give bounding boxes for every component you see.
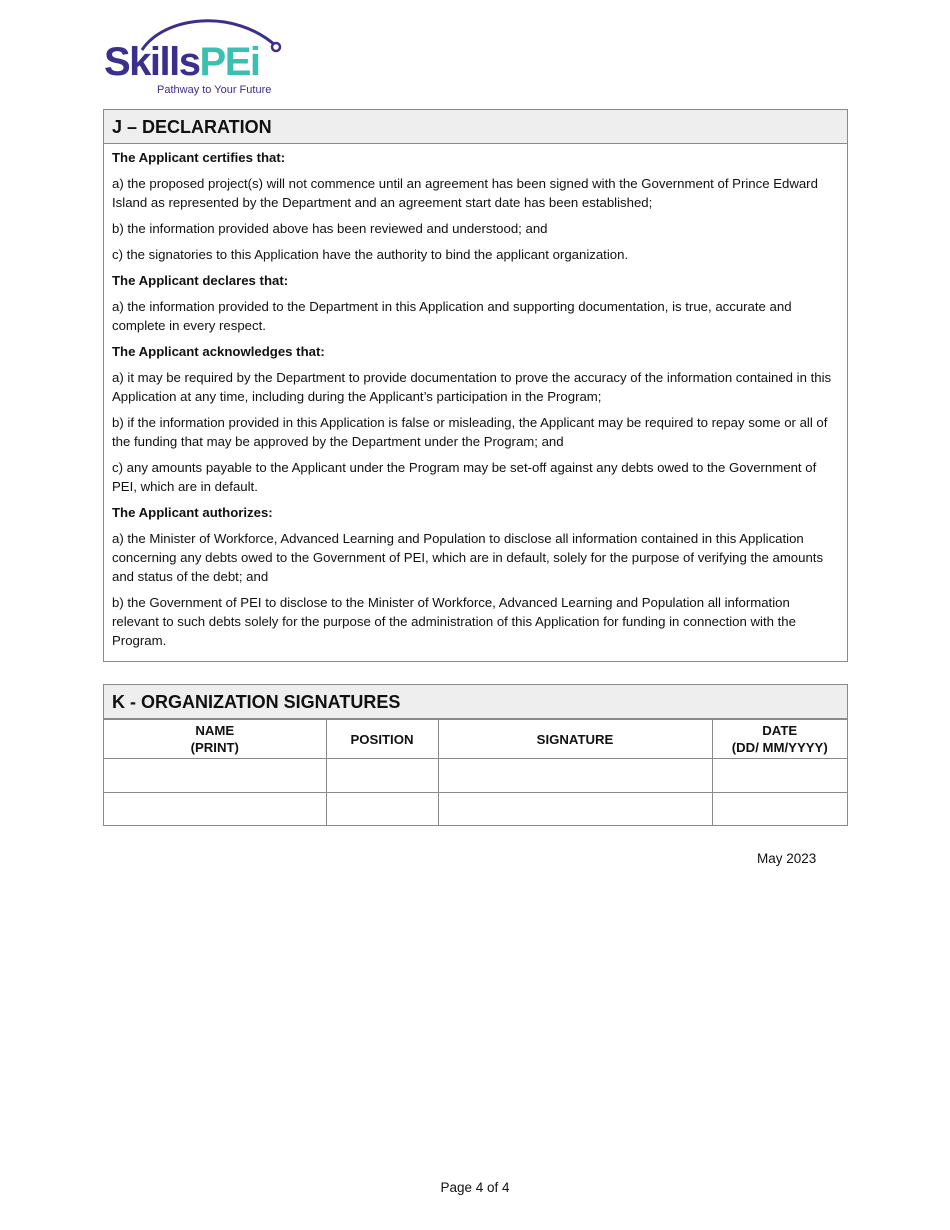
authorizes-item-a: a) the Minister of Workforce, Advanced Learning and Population to disclose all information contained in this Application concerning any debts owed to the Government of PEI, which are in default, solely for the purpose of verifying the amounts and status of the debt; and — [112, 531, 824, 584]
col-header-date — [712, 720, 847, 759]
signatures-title: K - ORGANIZATION SIGNATURES — [104, 685, 847, 719]
declaration-body — [104, 144, 847, 650]
signature-field[interactable] — [438, 759, 712, 793]
col-header-position: POSITION — [326, 720, 438, 759]
declaration-title: J – DECLARATION — [104, 110, 847, 144]
certifies-item-c: c) the signatories to this Application have the authority to bind the applicant organization. — [112, 247, 629, 262]
acknowledges-item-b: b) if the information provided in this Application is false or misleading, the Applicant may be required to repay some or all of the funding that may be approved by the Department under the Program; and — [112, 415, 828, 449]
col-header-date-line2: (DD/ MM/YYYY) — [731, 740, 828, 755]
skillspei-logo — [104, 14, 284, 98]
logo-tagline: Pathway to Your Future — [157, 84, 272, 96]
table-row — [104, 759, 847, 793]
page-number: Page 4 of 4 — [440, 1180, 510, 1195]
signatures-header-row — [104, 720, 847, 759]
declares-heading: The Applicant declares that: — [112, 273, 289, 288]
signatures-section — [103, 684, 848, 826]
acknowledges-heading: The Applicant acknowledges that: — [112, 344, 325, 359]
table-row — [104, 793, 847, 827]
signatures-table — [104, 719, 847, 826]
name-field[interactable] — [104, 759, 326, 793]
declares-item-a: a) the information provided to the Department in this Application and supporting documentation, is true, accurate and complete in every respect. — [112, 299, 792, 333]
certifies-item-a: a) the proposed project(s) will not commence until an agreement has been signed with the Government of Prince Edward Island as represented by the Department and an agreement start date has been established; — [112, 176, 818, 210]
acknowledges-item-a: a) it may be required by the Department to provide documentation to prove the accuracy of the information contained in this Application at any time, including during the Applicant’s participation in the Program; — [112, 370, 832, 404]
signature-field[interactable] — [438, 793, 712, 827]
authorizes-item-b: b) the Government of PEI to disclose to the Minister of Workforce, Advanced Learning and Population all information relevant to such debts solely for the purpose of the administration of this Application for funding in connection with the Program. — [112, 595, 796, 648]
position-field[interactable] — [326, 759, 438, 793]
certifies-item-b: b) the information provided above has been reviewed and understood; and — [112, 221, 548, 236]
acknowledges-item-c: c) any amounts payable to the Applicant under the Program may be set-off against any debts owed to the Government of PEI, which are in default. — [112, 460, 817, 494]
date-field[interactable] — [712, 759, 847, 793]
declaration-section — [103, 109, 848, 662]
name-field[interactable] — [104, 793, 326, 827]
logo-wordmark — [104, 40, 260, 84]
logo-word-skills: Skills — [104, 40, 200, 84]
position-field[interactable] — [326, 793, 438, 827]
logo-word-pei: PEi — [199, 40, 260, 84]
authorizes-heading: The Applicant authorizes: — [112, 505, 273, 520]
col-header-name-line1: NAME — [195, 723, 235, 738]
col-header-date-line1: DATE — [762, 723, 798, 738]
col-header-name — [104, 720, 326, 759]
col-header-name-line2: (PRINT) — [190, 740, 239, 755]
certifies-heading: The Applicant certifies that: — [112, 150, 286, 165]
col-header-signature: SIGNATURE — [438, 720, 712, 759]
date-field[interactable] — [712, 793, 847, 827]
revision-date: May 2023 — [757, 851, 817, 866]
